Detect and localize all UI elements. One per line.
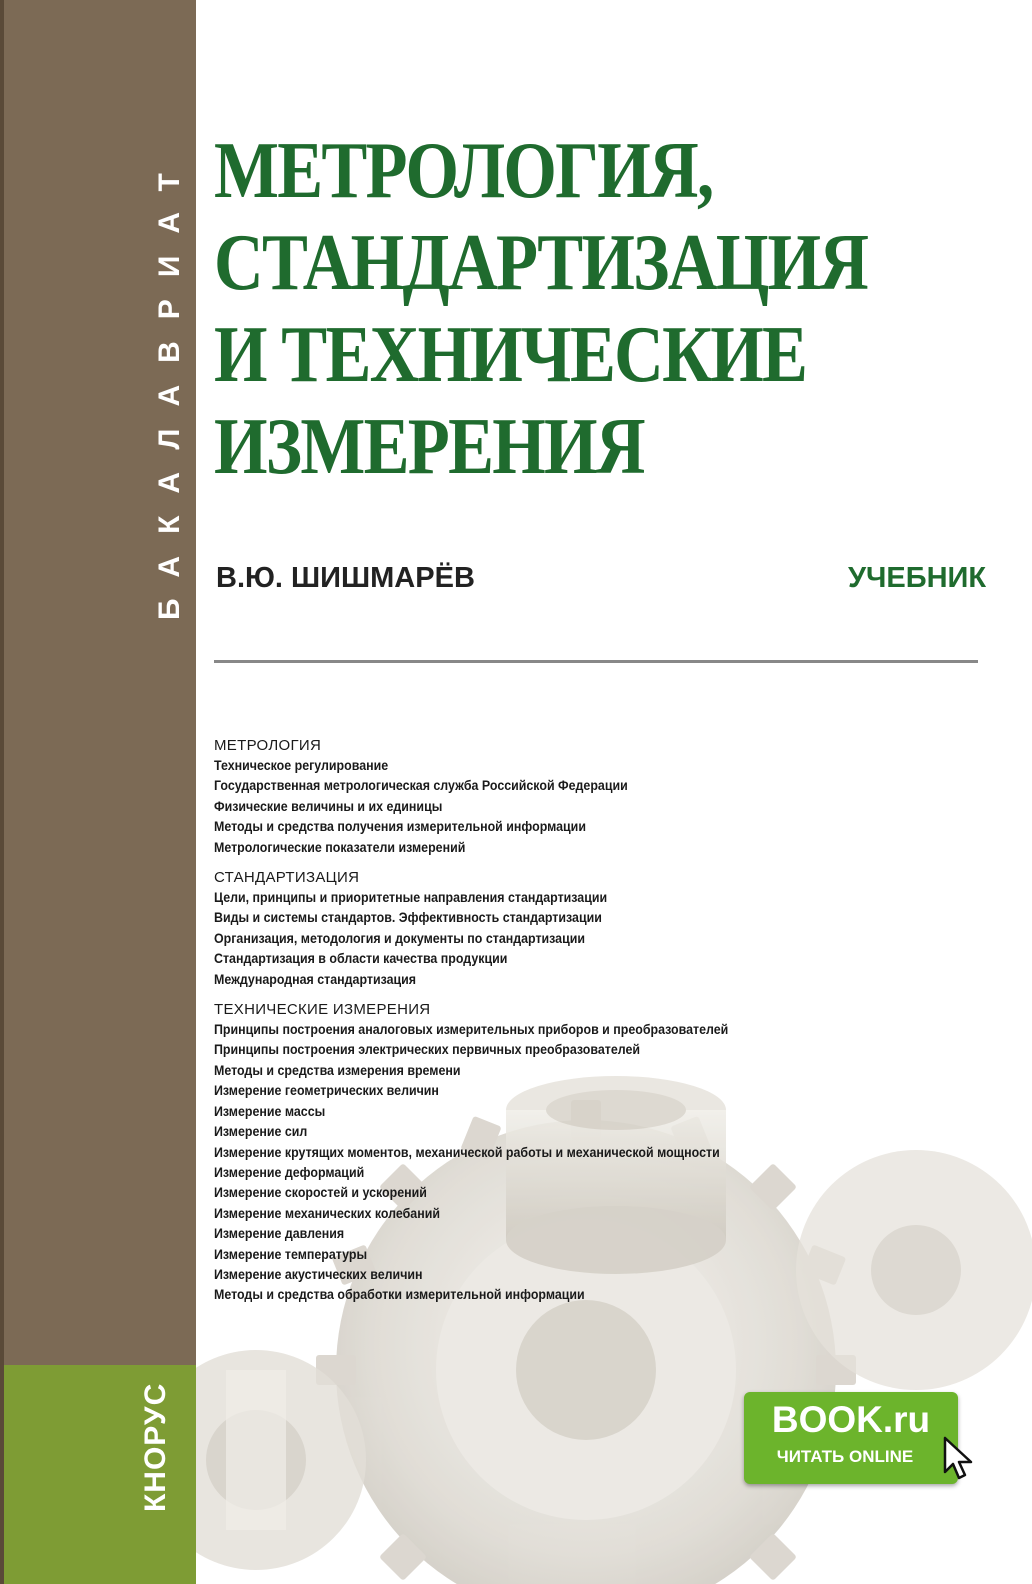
contents-item: Стандартизация в области качества продукции bbox=[214, 951, 508, 967]
section-heading: СТАНДАРТИЗАЦИЯ bbox=[214, 869, 360, 887]
section-heading: МЕТРОЛОГИЯ bbox=[214, 737, 322, 754]
publisher-label: КНОРУС bbox=[139, 1382, 172, 1512]
contents-item: Принципы построения электрических первичных преобразователей bbox=[214, 1042, 641, 1058]
read-online-button[interactable] bbox=[744, 1392, 958, 1484]
contents-item: Методы и средства получения измерительной информации bbox=[214, 819, 586, 835]
contents-item: Виды и системы стандартов. Эффективность стандартизации bbox=[214, 910, 602, 926]
series-label: БАКАЛАВРИАТ bbox=[153, 151, 186, 620]
contents-item: Измерение массы bbox=[214, 1103, 326, 1119]
contents-item: Измерение сил bbox=[214, 1124, 308, 1140]
contents-item: Измерение геометрических величин bbox=[214, 1083, 439, 1099]
contents-item: Государственная метрологическая служба Российской Федерации bbox=[214, 778, 628, 794]
contents-item: Принципы построения аналоговых измерительных приборов и преобразователей bbox=[214, 1022, 729, 1038]
table-of-contents bbox=[214, 736, 974, 1316]
contents-section bbox=[214, 736, 974, 858]
contents-section bbox=[214, 868, 974, 990]
contents-item: Организация, методология и документы по стандартизации bbox=[214, 930, 586, 946]
contents-item: Методы и средства обработки измерительной информации bbox=[214, 1287, 585, 1303]
contents-item: Измерение давления bbox=[214, 1226, 345, 1242]
contents-item: Международная стандартизация bbox=[214, 971, 417, 987]
badge-cta: ЧИТАТЬ ONLINE bbox=[776, 1447, 914, 1466]
contents-item: Физические величины и их единицы bbox=[214, 798, 443, 814]
contents-item: Измерение деформаций bbox=[214, 1164, 365, 1180]
title-line: МЕТРОЛОГИЯ, bbox=[214, 127, 713, 215]
title-line: ИЗМЕРЕНИЯ bbox=[214, 403, 644, 491]
contents-item: Измерение крутящих моментов, механической работы и механической мощности bbox=[214, 1144, 720, 1160]
contents-item: Методы и средства измерения времени bbox=[214, 1062, 461, 1078]
book-title bbox=[214, 125, 893, 493]
contents-item: Измерение температуры bbox=[214, 1246, 368, 1262]
divider bbox=[214, 660, 978, 663]
contents-item: Техническое регулирование bbox=[214, 758, 389, 773]
title-line: СТАНДАРТИЗАЦИЯ bbox=[214, 219, 868, 307]
contents-item: Метрологические показатели измерений bbox=[214, 839, 466, 855]
document-type: УЧЕБНИК bbox=[848, 562, 987, 594]
title-line: И ТЕХНИЧЕСКИЕ bbox=[214, 311, 807, 399]
contents-item: Измерение скоростей и ускорений bbox=[214, 1185, 427, 1201]
author: В.Ю. ШИШМАРЁВ bbox=[216, 562, 475, 594]
strip-edge bbox=[0, 0, 4, 1584]
cursor-arrow-icon bbox=[942, 1436, 978, 1482]
badge-brand: BOOK.ru bbox=[771, 1399, 931, 1440]
contents-section bbox=[214, 1000, 974, 1306]
contents-item: Цели, принципы и приоритетные направления стандартизации bbox=[214, 890, 608, 906]
section-heading: ТЕХНИЧЕСКИЕ ИЗМЕРЕНИЯ bbox=[214, 1001, 431, 1019]
contents-item: Измерение акустических величин bbox=[214, 1266, 423, 1282]
contents-item: Измерение механических колебаний bbox=[214, 1205, 440, 1221]
